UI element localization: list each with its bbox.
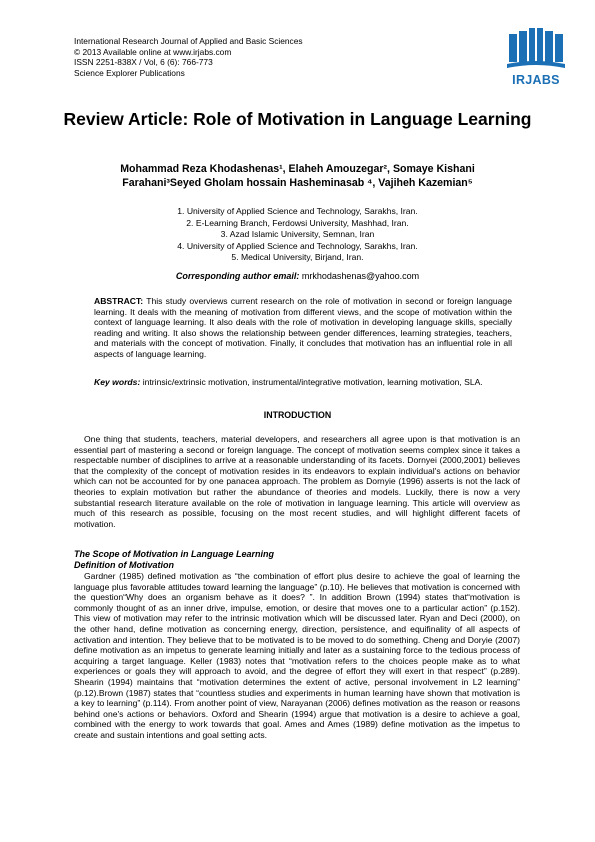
section-headings: [74, 549, 274, 570]
corresponding-label: Corresponding author email:: [175, 271, 300, 281]
affiliation-1: 1. University of Applied Science and Technology, Sarakhs, Iran.: [177, 206, 418, 216]
copyright-line: © 2013 Available online at www.irjabs.com: [74, 46, 232, 57]
corresponding-email: mrkhodashenas@yahoo.com: [299, 271, 420, 281]
corresponding-author: [60, 271, 535, 281]
irjabs-logo: [505, 26, 567, 92]
affiliation-3: 3. Azad Islamic University, Semnan, Iran: [220, 229, 375, 240]
introduction-paragraph: One thing that students, teachers, material developers, and researchers all agree upon is that motivation is an essential part of mastering a second or foreign language. The concept of motivation seems complex since it takes a respectable number of disciplines to arrive at a reasonable understanding of its facets. Dornyei (2000,2001) believes that the complexity of the concept of motivation resides in its endeavors to explain individual's actions on behavior which can not be accounted for by one panacea approach. The problem as Dornyie (1996) asserts is not the lack of theories to explain motivation but rather the abundance of theories and models. Luckily, there is now a very substantial research literature available on the role of motivation in language learning. This article will overview as much of this research as possible, focusing on the most recent studies, and will highlight different facets of motivation.: [74, 434, 520, 529]
abstract-label: ABSTRACT:: [94, 296, 144, 306]
logo-text: IRJABS: [512, 73, 560, 87]
issn-line: ISSN 2251-838X / Vol, 6 (6): 766-773: [74, 57, 213, 68]
abstract-text: This study overviews current research on the role of motivation in second or foreign language learning. It deals with the meaning of motivation from different views, and the scope of motivation within the context of language learning. It also deals with the role of motivation in developing language skills, specially reading and writing. It also shows the relationship between gender differences, learning strategies, teachers, and materials with the concept of motivation. Finally, it concludes that motivation has an influential role in all aspects of language learning.: [94, 296, 512, 359]
article-title: Review Article: Role of Motivation in Language Learning: [63, 109, 532, 129]
affiliation-2: 2. E-Learning Branch, Ferdowsi University, Mashhad, Iran.: [186, 217, 409, 228]
introduction-heading: INTRODUCTION: [263, 410, 332, 420]
keywords-label: Key words:: [94, 377, 141, 387]
book-icon: [505, 26, 567, 72]
authors-line-1: Mohammad Reza Khodashenas¹, Elaheh Amouzegar², Somaye Kishani: [120, 163, 475, 175]
journal-header: [74, 36, 303, 78]
publisher-line: Science Explorer Publications: [74, 67, 185, 78]
abstract: [94, 296, 512, 360]
section-heading: The Scope of Motivation in Language Learning: [74, 549, 275, 559]
affiliation-5: 5. Medical University, Birjand, Iran.: [231, 252, 364, 263]
keywords-text: intrinsic/extrinsic motivation, instrumental/integrative motivation, learning motivation, SLA.: [140, 377, 483, 387]
authors-line-2: Farahani³Seyed Gholam hossain Hasheminasab ⁴, Vajiheh Kazemian⁵: [122, 177, 473, 189]
definition-paragraph: Gardner (1985) defined motivation as “the combination of effort plus desire to achieve the goal of learning the language plus favorable attitudes toward learning the language” (p.10). He believes that motivation is concerned with the question“Why does an organism behave as it does? ”. In addition Brown (1994) states that“motivation is commonly thought of as an inner drive, impulse, emotion, or desire that moves one to a particular action” (p.152). This view of motivation may refer to the intrinsic motivation which will be discussed later. Ryan and Deci (2000), on the other hand, define motivation as concerning energy, direction, persistence, and equifinality of all aspects of activation and intention. They believe that to be motivated is to be moved to do something. Cheng and Doryie (2007) define motivation as an impetus to generate learning initially and later as a sustaining force to the tedious process of acquiring a target language. Keller (1983) notes that “motivation refers to the choices people make as to what experiences or goals they will approach to avoid, and the degree of effort they will exert in that respect” (p.289). Shearin (1994) maintains that “motivation determines the extent of active, personal involvement in L2 learning” (p.12).Brown (1987) states that “countless studies and experiments in human learning have shown that motivation is a key to learning” (p.114). From another point of view, Narayanan (2006) defines motivation as the reason or reasons behind one's actions or behaviors. Oxford and Shearin (1994) argue that motivation is a desire to achieve a goal, combined with the energy to work towards that goal. Ames and Ames (1989) define motivation as the impetus to create and sustain intentions and goal setting acts.: [74, 571, 520, 740]
affiliation-4: 4. University of Applied Science and Technology, Sarakhs, Iran.: [177, 240, 418, 251]
affiliations: [60, 206, 535, 264]
journal-name: International Research Journal of Applied and Basic Sciences: [74, 36, 303, 46]
subsection-heading: Definition of Motivation: [74, 559, 174, 570]
keywords: [94, 377, 512, 388]
author-list: [60, 162, 535, 190]
